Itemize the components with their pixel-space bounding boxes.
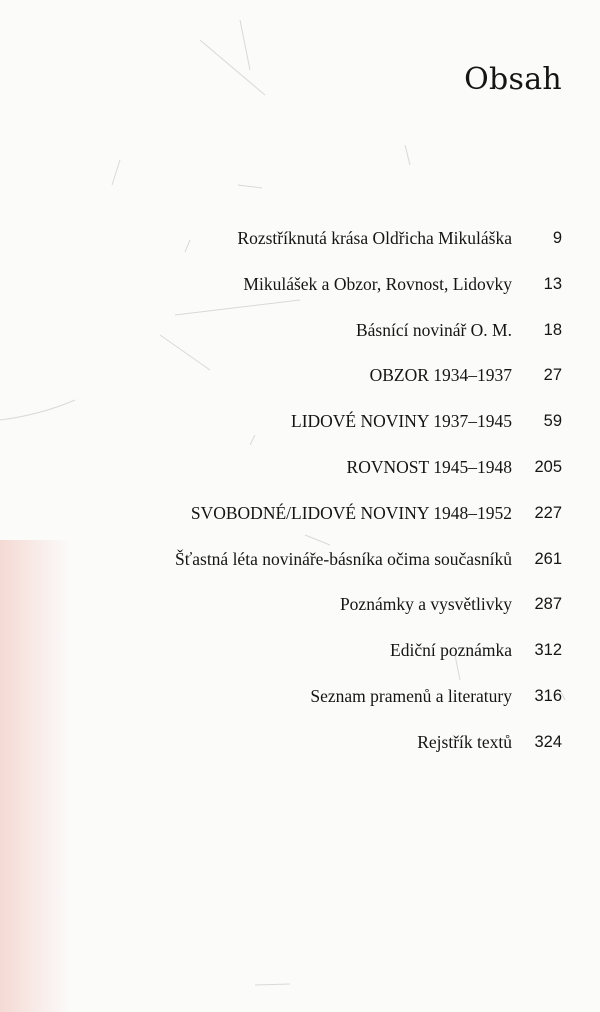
toc-entry-page: 13 (543, 274, 562, 293)
toc-entry-page: 18 (543, 320, 562, 339)
toc-entry (0, 590, 600, 636)
toc-entry-title: SVOBODNÉ/LIDOVÉ NOVINY 1948–1952 (190, 502, 512, 523)
toc-entry-title: Rejstřík textů (417, 731, 512, 752)
toc-entry-page: 324 (534, 732, 562, 751)
toc-entry-title: Ediční poznámka (390, 640, 512, 661)
toc-entry (0, 270, 600, 316)
toc-entry (0, 499, 600, 545)
toc-entry-page: 227 (534, 503, 562, 522)
toc-entry-title: Mikulášek a Obzor, Rovnost, Lidovky (243, 273, 512, 294)
toc-entry-title: Poznámky a vysvětlivky (339, 594, 512, 615)
toc-entry-title: OBZOR 1934–1937 (369, 365, 512, 386)
toc-entry (0, 682, 600, 728)
toc-entry-title: Seznam pramenů a literatury (310, 685, 512, 706)
toc-entry-page: 287 (534, 595, 562, 614)
toc-entry-page: 9 (552, 229, 562, 247)
toc-entry (0, 728, 600, 774)
toc-entry-page: 261 (534, 549, 562, 568)
toc-entry (0, 407, 600, 453)
toc-entry (0, 636, 600, 682)
toc-entry-title: Rozstříknutá krása Oldřicha Mikuláška (237, 228, 512, 248)
toc-entry (0, 545, 600, 591)
toc-entry-page: 316 (534, 686, 562, 705)
table-of-contents (0, 224, 600, 774)
page-title: Obsah (464, 62, 562, 97)
toc-entry (0, 453, 600, 499)
toc-entry (0, 316, 600, 362)
toc-entry (0, 224, 600, 270)
toc-entry-title: LIDOVÉ NOVINY 1937–1945 (291, 411, 512, 432)
toc-entry-page: 59 (543, 412, 562, 431)
toc-entry-page: 312 (534, 641, 562, 660)
toc-entry (0, 361, 600, 407)
toc-entry-title: ROVNOST 1945–1948 (346, 456, 512, 477)
toc-entry-page: 205 (534, 457, 562, 476)
toc-entry-page: 27 (543, 366, 562, 385)
toc-entry-title: Básnící novinář O. M. (355, 319, 512, 340)
toc-entry-title: Šťastná léta novináře-básníka očima současníků (175, 548, 512, 569)
